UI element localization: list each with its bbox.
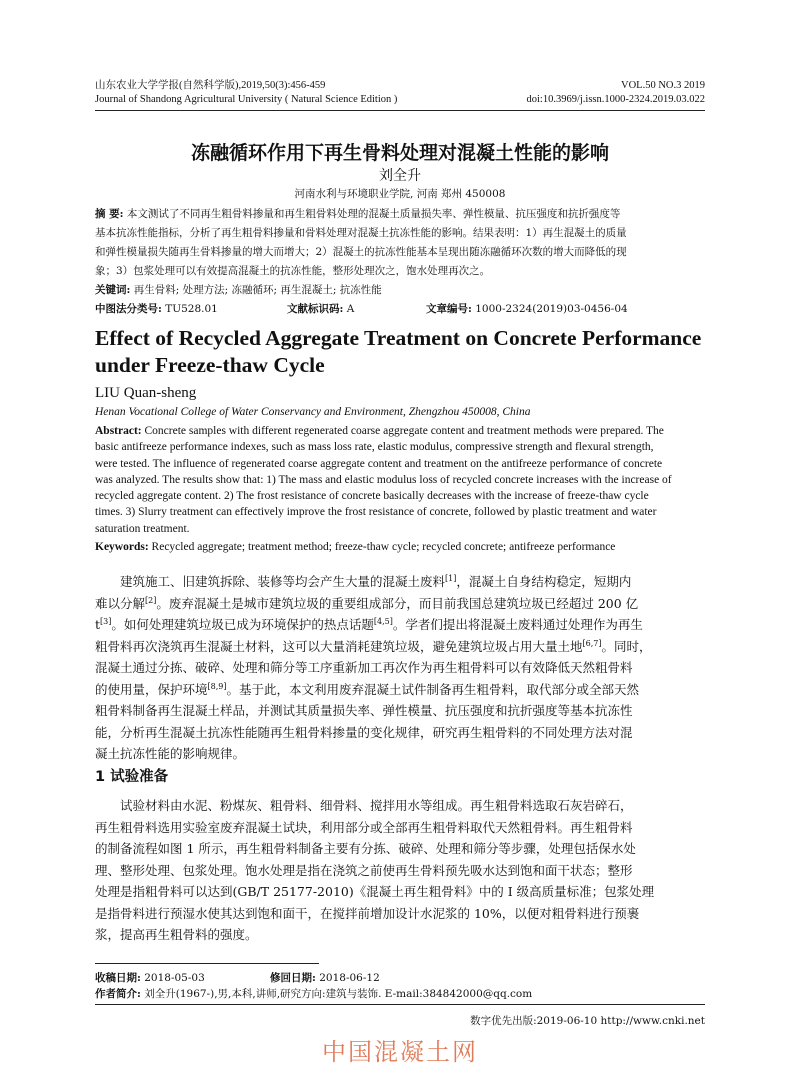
abstract-cn — [95, 205, 707, 300]
intro-line: 粗骨料制备再生混凝土样品，并测试其质量损失率、弹性模量、抗压强度和抗折强度等基本抗冻性 — [95, 703, 633, 718]
article-number: 文章编号: 1000-2324(2019)03-0456-04 — [426, 303, 628, 315]
abstract-cn-line: 和弹性模量损失随再生骨料掺量的增大而增大；2）混凝土的抗冻性能基本呈现出随冻融循环次数的增大而降低的现 — [95, 246, 627, 258]
abstract-en — [95, 423, 707, 555]
intro-line: 凝土抗冻性能的影响规律。 — [95, 746, 246, 761]
section-1-line: 试验材料由水泥、粉煤灰、粗骨料、细骨料、搅拌用水等组成。再生粗骨料选取石灰岩碎石， — [120, 798, 633, 813]
journal-name-cn: 山东农业大学学报(自然科学版),2019,50(3):456-459 — [95, 80, 326, 91]
revised-date: 修回日期: 2018-06-12 — [270, 972, 380, 984]
document-code: 文献标识码: A — [287, 303, 355, 315]
title-en-line-2: under Freeze-thaw Cycle — [95, 353, 325, 377]
author-en: LIU Quan-sheng — [95, 385, 197, 401]
received-date: 收稿日期: 2018-05-03 — [95, 972, 205, 984]
intro-line: 的使用量，保护环境[8,9]。基于此，本文利用废弃混凝土试件制备再生粗骨料，取代部分或全部天然 — [95, 681, 639, 697]
section-1-line: 再生粗骨料选用实验室废弃混凝土试块，利用部分或全部再生粗骨料取代天然粗骨料。再生粗骨料 — [95, 819, 633, 835]
author-bio: 作者简介: 刘全升(1967-),男,本科,讲师,研究方向:建筑与装饰. E-mail:384842000@qq.com — [95, 988, 533, 1000]
footer-divider — [95, 1004, 705, 1005]
keywords-cn: 关键词: 再生骨料; 处理方法; 冻融循环; 再生混凝土; 抗冻性能 — [95, 284, 382, 296]
abstract-en-line: recycled aggregate content. 2) The frost resistance of concrete basically decreases with the increase of freeze-thaw cycle — [95, 490, 649, 503]
intro-line: 能，分析再生混凝土抗冻性能随再生粗骨料掺量的变化规律，研究再生粗骨料的不同处理方法对混 — [95, 724, 633, 740]
volume-info: VOL.50 NO.3 2019 — [621, 80, 705, 91]
title-cn: 冻融循环作用下再生骨料处理对混凝土性能的影响 — [190, 142, 609, 164]
abstract-cn-line: 摘 要: 本文测试了不同再生粗骨料掺量和再生粗骨料处理的混凝土质量损失率、弹性模量、抗压强度和抗折强度等 — [95, 208, 621, 220]
section-1-line: 处理是指粗骨料可以达到(GB/T 25177-2010)《混凝土再生粗骨料》中的 I 级高质量标准；包浆处理 — [95, 884, 655, 899]
affiliation-en: Henan Vocational College of Water Conservancy and Environment, Zhengzhou 450008, China — [95, 406, 531, 418]
keywords-cn-label: 关键词: — [95, 284, 131, 296]
author-cn: 刘全升 — [379, 168, 421, 184]
section-1-line: 理、整形处理、包浆处理。饱水处理是指在浇筑之前使再生骨料预先吸水达到饱和面干状态；整形 — [95, 862, 633, 878]
abstract-en-line: were tested. The influence of regenerated coarse aggregate content and treatment on the antifreeze performance of concrete — [95, 457, 663, 470]
intro-line: 粗骨料再次浇筑再生混凝土材料，这可以大量消耗建筑垃圾，避免建筑垃圾占用大量土地[6,7]。同时， — [95, 638, 652, 654]
section-1-line: 的制备流程如图 1 所示，再生粗骨料制备主要有分拣、破碎、处理和筛分等步骤，处理包括保水处 — [95, 841, 636, 856]
intro-line: 混凝土通过分拣、破碎、处理和筛分等工序重新加工再次作为再生粗骨料可以有效降低天然粗骨料 — [95, 660, 633, 675]
header-divider — [95, 110, 705, 111]
watermark-logo: 中国混凝土网 — [322, 1038, 478, 1066]
abstract-en-label: Abstract: — [95, 425, 142, 437]
doi: doi:10.3969/j.issn.1000-2324.2019.03.022 — [526, 94, 705, 105]
footnote-divider — [95, 963, 319, 964]
section-1-line: 浆，提高再生粗骨料的强度。 — [95, 927, 258, 942]
intro-paragraph — [95, 571, 707, 765]
abstract-cn-line: 基本抗冻性能指标，分析了再生粗骨料掺量和骨料处理对混凝土抗冻性能的影响。结果表明：1）再生混凝土的质量 — [95, 227, 627, 239]
section-1-line: 是指骨料进行预湿水使其达到饱和面干，在搅拌前增加设计水泥浆的 10%，以便对粗骨料进行预裹 — [95, 905, 640, 921]
intro-line: 建筑施工、旧建筑拆除、装修等均会产生大量的混凝土废料[1]，混凝土自身结构稳定，短期内 — [120, 573, 632, 589]
abstract-en-line: basic antifreeze performance indexes, such as mass loss rate, elastic modulus, compressive strength and flexural strength, — [95, 441, 654, 454]
abstract-en-line: saturation treatment. — [95, 522, 190, 535]
abstract-en-line: was analyzed. The results show that: 1) The mass and elastic modulus loss of recycled concrete increases with the increase of — [95, 473, 672, 486]
keywords-en-label: Keywords: — [95, 541, 149, 554]
section-1-paragraph — [95, 795, 707, 946]
journal-name-en: Journal of Shandong Agricultural University ( Natural Science Edition ) — [95, 94, 398, 105]
title-en-line-1: Effect of Recycled Aggregate Treatment on Concrete Performance — [95, 326, 702, 350]
online-publish-line: 数字优先出版:2019-06-10 http://www.cnki.net — [470, 1015, 705, 1027]
clc-number: 中图法分类号: TU528.01 — [95, 303, 218, 315]
abstract-en-line: Abstract: Concrete samples with different regenerated coarse aggregate content and treatment methods were prepared. The — [95, 425, 664, 437]
abstract-cn-label: 摘 要: — [95, 208, 124, 220]
abstract-cn-line: 象；3）包浆处理可以有效提高混凝土的抗冻性能，整形处理次之，饱水处理再次之。 — [95, 265, 491, 277]
keywords-en: Keywords: Recycled aggregate; treatment method; freeze-thaw cycle; recycled concrete; antifreeze performance — [95, 541, 616, 554]
affiliation-cn: 河南水利与环境职业学院, 河南 郑州 450008 — [294, 188, 506, 200]
intro-line: 难以分解[2]。废弃混凝土是城市建筑垃圾的重要组成部分，而目前我国总建筑垃圾已经超过 200 亿 — [95, 595, 639, 611]
section-heading-1: 1 试验准备 — [95, 769, 169, 785]
intro-line: t[3]。如何处理建筑垃圾已成为环境保护的热点话题[4,5]。学者们提出将混凝土废料通过处理作为再生 — [95, 616, 643, 632]
abstract-en-line: times. 3) Slurry treatment can effectively improve the frost resistance of concrete, followed by plastic treatment and water — [95, 506, 657, 519]
